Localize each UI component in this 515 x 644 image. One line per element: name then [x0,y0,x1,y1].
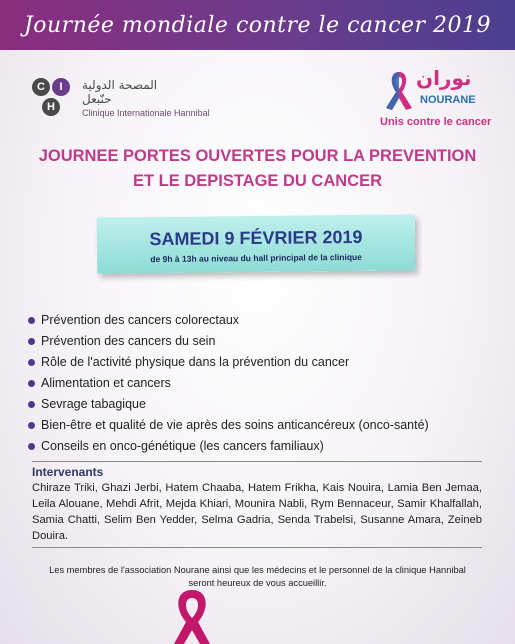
divider [32,461,482,462]
pink-ribbon-icon [164,586,220,644]
list-item: Prévention des cancers du sein [28,333,498,354]
cih-logo-letter-c: C [32,78,50,96]
event-date: SAMEDI 9 FÉVRIER 2019 [149,226,363,250]
footer-text [30,564,485,590]
list-item: Conseils en onco-génétique (les cancers familiaux) [28,438,498,459]
poster-content [0,50,515,644]
list-item: Sevrage tabagique [28,396,498,417]
nourane-arabic-name: نوران [416,66,472,90]
nourane-logo [378,66,498,132]
cih-logo [30,76,80,122]
banner-title: Journée mondiale contre le cancer 2019 [23,12,492,38]
nourane-tagline: Unis contre le cancer [380,116,492,128]
event-details: de 9h à 13h au niveau du hall principal de la clinique [150,251,363,265]
speakers-list: Chiraze Triki, Ghazi Jerbi, Hatem Chaaba, Hatem Frikha, Kais Nouira, Lamia Ben Jemaa, Leila Alouane, Mehdi Afrit, Mejda Khiari, Mounira Nabli, Rym Bennaceur, Samir Khalfallah, Samia Chatti, Selim Ben Yedder, Selma Gadria, Senda Trabelsi, Susanne Amara, Zeineb Douira. [32,482,482,542]
cih-arabic-name: المصحة الدولية حنّبعل [82,78,158,106]
cih-latin-name: Clinique Internationale Hannibal [82,108,210,118]
list-item: Bien-être et qualité de vie après des soins anticancéreux (onco-santé) [28,417,498,438]
cih-name-block [82,78,262,118]
footer-line-1: Les membres de l'association Nourane ainsi que les médecins et le personnel de la clinique Hannibal [49,565,466,575]
list-item: Rôle de l'activité physique dans la prévention du cancer [28,354,498,375]
awareness-ribbon-icon [382,68,416,112]
cih-logo-letter-i: I [52,78,70,96]
top-banner [0,0,515,50]
topic-list [28,312,498,459]
cih-logo-letter-h: H [42,98,60,116]
event-date-box [97,214,416,273]
list-item: Alimentation et cancers [28,375,498,396]
event-heading-line-2: ET LE DEPISTAGE DU CANCER [132,172,383,190]
nourane-latin-name: NOURANE [420,94,476,106]
footer-line-2: seront heureux de vous accueillir. [188,578,327,588]
event-heading [20,144,495,194]
speakers-title: Intervenants [32,465,104,479]
divider [32,547,482,548]
list-item: Prévention des cancers colorectaux [28,312,498,333]
event-heading-line-1: JOURNEE PORTES OUVERTES POUR LA PREVENTION [38,147,477,165]
